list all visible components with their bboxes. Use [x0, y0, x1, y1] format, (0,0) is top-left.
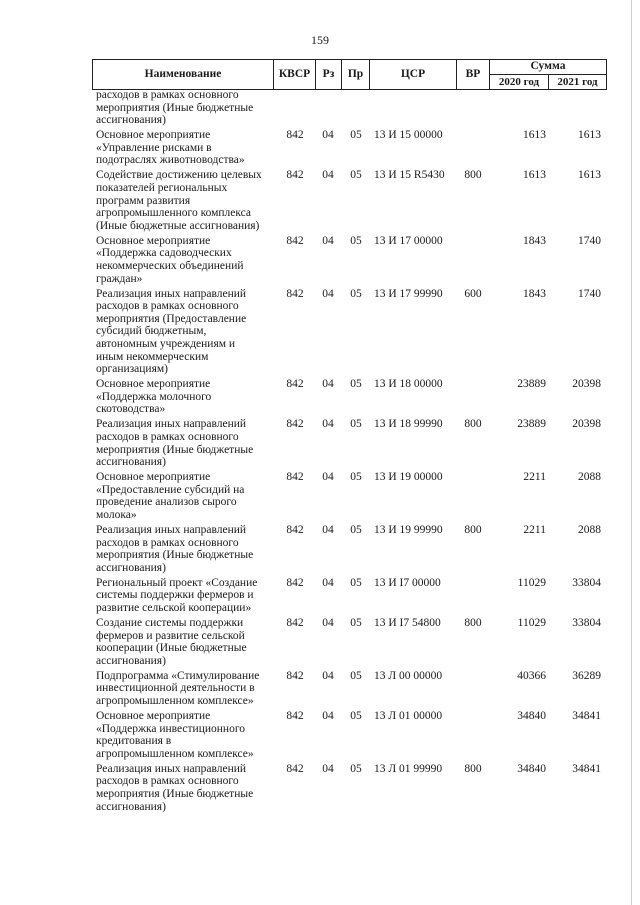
row-name-line: Реализация иных направлений — [96, 287, 247, 300]
row-sum-2020: 11029 — [517, 617, 546, 629]
row-pr: 05 — [350, 234, 362, 247]
row-csr: 13 И 18 99990 — [374, 418, 443, 431]
row-kvsr: 842 — [286, 471, 304, 484]
row-csr: 13 И I7 00000 — [374, 576, 441, 589]
row-sum-2021: 2088 — [578, 524, 601, 536]
row-csr: 13 И 17 00000 — [374, 234, 443, 247]
row-vr: 800 — [464, 617, 482, 629]
row-rz: 04 — [322, 524, 334, 536]
row-pr: 05 — [350, 524, 362, 536]
row-name-line: расходов в рамках основного — [96, 300, 239, 313]
page-edge — [631, 0, 632, 905]
row-sum-2020: 1843 — [523, 287, 546, 300]
row-name-line: Реализация иных направлений — [96, 524, 247, 536]
row-rz: 04 — [322, 576, 334, 589]
row-rz: 04 — [322, 471, 334, 484]
row-pr: 05 — [350, 576, 362, 589]
row-pr: 05 — [350, 169, 362, 182]
header-name: Наименование — [144, 68, 222, 80]
row-name-line: инвестиционной деятельности в — [96, 682, 255, 695]
row-csr: 13 И 15 R5430 — [374, 169, 445, 182]
row-pr: 05 — [350, 378, 362, 391]
row-name-line: Подпрограмма «Стимулирование — [96, 669, 260, 682]
row-name-line: мероприятия (Предоставление — [96, 312, 247, 325]
row-csr: 13 И 15 00000 — [374, 129, 443, 142]
row-name — [96, 288, 272, 376]
row-name — [96, 418, 272, 468]
row-rz: 04 — [322, 169, 334, 182]
row-csr: 13 Л 00 00000 — [374, 669, 443, 682]
row-name-line: Содействие достижению целевых — [96, 169, 262, 182]
header-vr: ВР — [465, 68, 481, 80]
row-sum-2020: 23889 — [517, 378, 546, 391]
row-name — [96, 471, 272, 521]
row-rz: 04 — [322, 234, 334, 247]
row-vr: 800 — [464, 524, 482, 536]
row-pr: 05 — [350, 287, 362, 300]
row-sum-2021: 34841 — [572, 762, 601, 775]
row-name-line: агропромышленного комплекса — [96, 207, 252, 220]
table-header — [0, 59, 640, 89]
row-name — [96, 89, 272, 127]
row-name-line: Реализация иных направлений — [96, 418, 247, 431]
row-name-line: мероприятия (Иные бюджетные — [96, 101, 254, 114]
row-vr: 800 — [464, 762, 482, 775]
row-csr: 13 И I7 54800 — [374, 617, 441, 629]
row-name-line: мероприятия (Иные бюджетные — [96, 443, 254, 456]
row-sum-2021: 20398 — [572, 378, 601, 391]
header-year-2020: 2020 год — [498, 76, 540, 88]
row-vr: 800 — [464, 169, 482, 182]
row-vr: 800 — [464, 418, 482, 431]
row-name-line: подотраслях животноводства» — [96, 154, 245, 167]
row-kvsr: 842 — [286, 617, 304, 629]
header-kvsr: КВСР — [278, 68, 311, 80]
row-name-line: «Управление рисками в — [96, 141, 212, 154]
row-name-line: Реализация иных направлений — [96, 762, 247, 775]
row-name — [96, 577, 272, 615]
row-name-line: «Поддержка молочного — [96, 390, 212, 403]
row-pr: 05 — [350, 762, 362, 775]
row-name-line: развитие сельской кооперации» — [96, 601, 252, 614]
row-vr: 600 — [464, 287, 482, 300]
row-sum-2020: 1613 — [523, 129, 546, 142]
row-name-line: мероприятия (Иные бюджетные — [96, 549, 254, 562]
row-name-line: Основное мероприятие — [96, 129, 211, 142]
row-name — [96, 617, 272, 667]
row-kvsr: 842 — [286, 287, 304, 300]
row-sum-2021: 33804 — [572, 617, 601, 629]
row-sum-2020: 23889 — [517, 418, 546, 431]
row-rz: 04 — [322, 287, 334, 300]
row-name — [96, 670, 272, 708]
row-sum-2021: 1613 — [578, 169, 601, 182]
row-rz: 04 — [322, 762, 334, 775]
row-name-line: ассигнования) — [96, 800, 166, 813]
row-name-line: автономным учреждениям и — [96, 337, 236, 350]
row-name-line: кооперации (Иные бюджетные — [96, 642, 247, 655]
row-name-line: скотоводства» — [96, 403, 166, 416]
row-name-line: «Поддержка инвестиционного — [96, 722, 246, 735]
row-sum-2021: 1613 — [578, 129, 601, 142]
row-sum-2020: 40366 — [517, 669, 546, 682]
row-name-line: организациям) — [96, 363, 168, 376]
row-name-line: системы поддержки фермеров и — [96, 589, 254, 602]
row-sum-2020: 34840 — [517, 762, 546, 775]
row-name-line: агропромышленном комплексе» — [96, 694, 254, 707]
row-rz: 04 — [322, 418, 334, 431]
row-name-line: ассигнования) — [96, 561, 166, 574]
row-rz: 04 — [322, 617, 334, 629]
row-sum-2020: 34840 — [517, 710, 546, 722]
row-sum-2021: 2088 — [578, 471, 601, 484]
row-name-line: ассигнования) — [96, 456, 166, 469]
page-number: 159 — [311, 33, 329, 47]
row-name-line: молока» — [96, 508, 137, 521]
row-name-line: некоммерческих объединений — [96, 259, 244, 272]
row-name-line: ассигнования) — [96, 654, 166, 667]
row-name-line: расходов в рамках основного — [96, 536, 239, 549]
row-csr: 13 И 18 00000 — [374, 378, 443, 391]
row-csr: 13 И 19 00000 — [374, 471, 443, 484]
row-name-line: Региональный проект «Создание — [96, 576, 258, 589]
row-name-line: «Предоставление субсидий на — [96, 483, 245, 496]
row-name — [96, 129, 272, 167]
header-csr: ЦСР — [400, 68, 426, 80]
row-name — [96, 763, 272, 813]
row-name — [96, 169, 272, 232]
row-csr: 13 И 19 99990 — [374, 524, 443, 536]
header-sum: Сумма — [530, 60, 566, 72]
row-name-line: Основное мероприятие — [96, 710, 211, 722]
row-rz: 04 — [322, 669, 334, 682]
row-name-line: (Иные бюджетные ассигнования) — [96, 219, 260, 232]
row-name-line: проведение анализов сырого — [96, 496, 237, 509]
row-rz: 04 — [322, 710, 334, 722]
row-name-line: Основное мероприятие — [96, 378, 211, 391]
row-sum-2021: 1740 — [578, 234, 601, 247]
row-name-line: ассигнования) — [96, 114, 166, 127]
row-sum-2021: 34841 — [572, 710, 601, 722]
row-pr: 05 — [350, 669, 362, 682]
row-name-line: кредитования в — [96, 735, 172, 748]
row-name-line: Создание системы поддержки — [96, 617, 244, 629]
row-name — [96, 235, 272, 285]
row-sum-2020: 11029 — [517, 576, 546, 589]
row-name-line: агропромышленном комплексе» — [96, 747, 254, 760]
row-sum-2020: 2211 — [523, 524, 546, 536]
row-pr: 05 — [350, 471, 362, 484]
row-pr: 05 — [350, 710, 362, 722]
row-kvsr: 842 — [286, 524, 304, 536]
row-rz: 04 — [322, 378, 334, 391]
row-kvsr: 842 — [286, 418, 304, 431]
row-name-line: Основное мероприятие — [96, 471, 211, 484]
row-kvsr: 842 — [286, 378, 304, 391]
row-pr: 05 — [350, 129, 362, 142]
row-name-line: расходов в рамках основного — [96, 775, 239, 788]
row-sum-2021: 33804 — [572, 576, 601, 589]
row-name-line: расходов в рамках основного — [96, 89, 239, 101]
row-pr: 05 — [350, 617, 362, 629]
row-name — [96, 378, 272, 416]
header-right-border — [606, 59, 607, 90]
row-csr: 13 Л 01 00000 — [374, 710, 443, 722]
row-name — [96, 710, 272, 760]
row-name-line: фермеров и развитие сельской — [96, 629, 245, 642]
header-pr: Пр — [347, 68, 364, 80]
header-year-2021: 2021 год — [557, 76, 598, 88]
row-name-line: мероприятия (Иные бюджетные — [96, 787, 254, 800]
row-sum-2021: 1740 — [578, 287, 601, 300]
row-name-line: граждан» — [96, 272, 143, 285]
row-name-line: «Поддержка садоводческих — [96, 247, 232, 260]
row-pr: 05 — [350, 418, 362, 431]
row-name-line: показателей региональных — [96, 181, 228, 194]
row-kvsr: 842 — [286, 710, 304, 722]
row-kvsr: 842 — [286, 576, 304, 589]
row-sum-2020: 2211 — [523, 471, 546, 484]
row-name-line: иным некоммерческим — [96, 350, 209, 363]
row-name-line: Основное мероприятие — [96, 234, 211, 247]
row-csr: 13 И 17 99990 — [374, 287, 443, 300]
row-kvsr: 842 — [286, 169, 304, 182]
row-kvsr: 842 — [286, 762, 304, 775]
row-kvsr: 842 — [286, 669, 304, 682]
row-name-line: субсидий бюджетным, — [96, 325, 207, 338]
row-name-line: программ развития — [96, 194, 191, 207]
row-kvsr: 842 — [286, 234, 304, 247]
row-sum-2020: 1613 — [523, 169, 546, 182]
row-rz: 04 — [322, 129, 334, 142]
row-csr: 13 Л 01 99990 — [374, 762, 443, 775]
row-kvsr: 842 — [286, 129, 304, 142]
row-name — [96, 524, 272, 574]
row-name-line: расходов в рамках основного — [96, 430, 239, 443]
row-sum-2020: 1843 — [523, 234, 546, 247]
row-sum-2021: 36289 — [572, 669, 601, 682]
row-sum-2021: 20398 — [572, 418, 601, 431]
header-rz: Рз — [322, 68, 335, 80]
